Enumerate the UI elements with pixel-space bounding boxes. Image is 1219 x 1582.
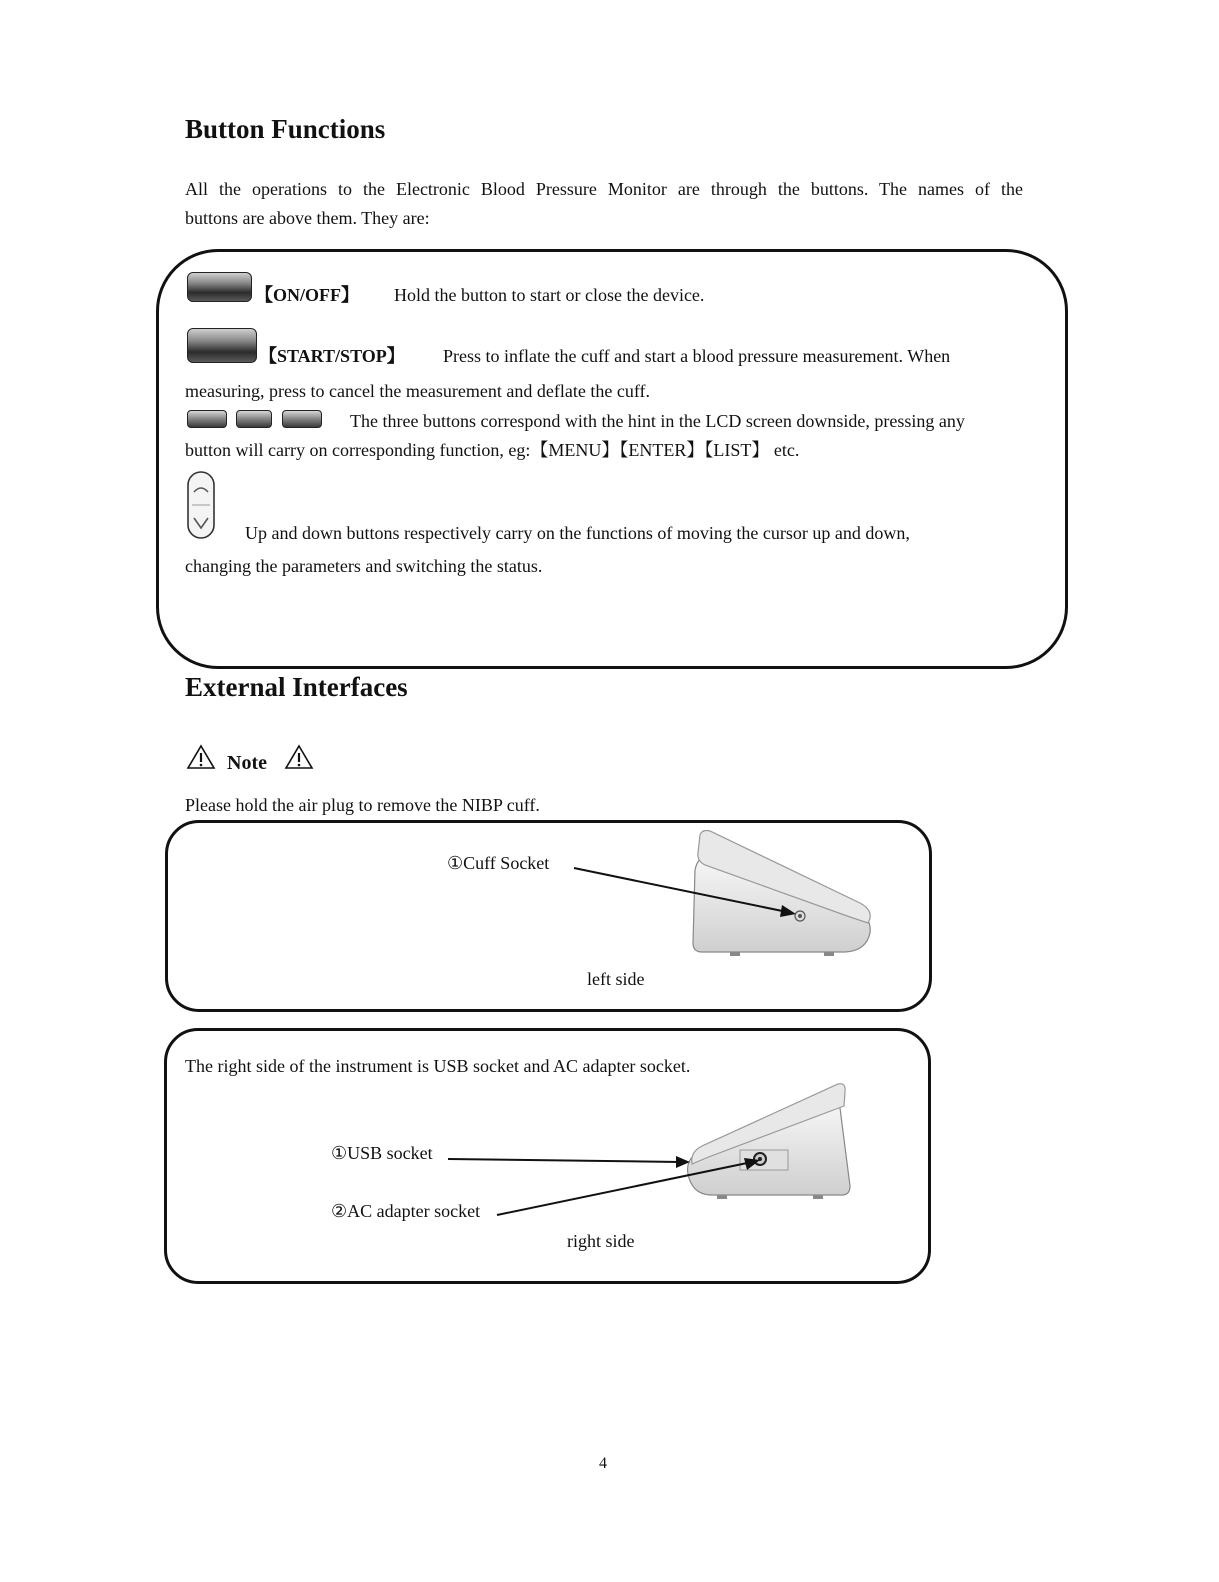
up-down-description-line-2: changing the parameters and switching the status. (185, 556, 543, 576)
right-side-caption: right side (567, 1231, 635, 1251)
soft-key-middle-icon (236, 410, 272, 428)
left-side-caption: left side (587, 969, 645, 989)
on-off-label: 【ON/OFF】 (255, 285, 359, 305)
section-title-external-interfaces: External Interfaces (185, 672, 408, 702)
cuff-socket-label: ①Cuff Socket (447, 853, 550, 873)
start-stop-description-line-1: Press to inflate the cuff and start a blood pressure measurement. When (443, 346, 951, 366)
device-left-side-illustration (560, 825, 890, 960)
section-title-button-functions: Button Functions (185, 114, 386, 144)
on-off-key-icon (187, 272, 252, 302)
up-down-key-icon (186, 470, 216, 540)
intro-line-2: buttons are above them. They are: (185, 208, 430, 228)
on-off-description: Hold the button to start or close the device. (394, 285, 705, 305)
page-number: 4 (599, 1455, 607, 1472)
intro-line-1: All the operations to the Electronic Blood Pressure Monitor are through the buttons. The names of the (185, 179, 1023, 199)
ac-adapter-socket-label: ②AC adapter socket (331, 1201, 481, 1221)
note-text: Please hold the air plug to remove the NIBP cuff. (185, 795, 540, 815)
right-side-intro: The right side of the instrument is USB socket and AC adapter socket. (185, 1056, 691, 1076)
start-stop-label: 【START/STOP】 (259, 346, 405, 366)
start-stop-description-line-2: measuring, press to cancel the measurement and deflate the cuff. (185, 381, 650, 401)
warning-icon (284, 744, 314, 770)
three-buttons-description-line-2: button will carry on corresponding function, eg:【MENU】【ENTER】【LIST】 etc. (185, 440, 800, 460)
warning-icon (186, 744, 216, 770)
three-buttons-description-line-1: The three buttons correspond with the hint in the LCD screen downside, pressing any (350, 411, 965, 431)
up-down-description-line-1: Up and down buttons respectively carry on the functions of moving the cursor up and down, (245, 523, 910, 543)
usb-socket-label: ①USB socket (331, 1143, 433, 1163)
device-right-side-illustration (440, 1078, 860, 1228)
soft-key-left-icon (187, 410, 227, 428)
soft-key-right-icon (282, 410, 322, 428)
note-label: Note (227, 752, 267, 774)
start-stop-key-icon (187, 328, 257, 363)
